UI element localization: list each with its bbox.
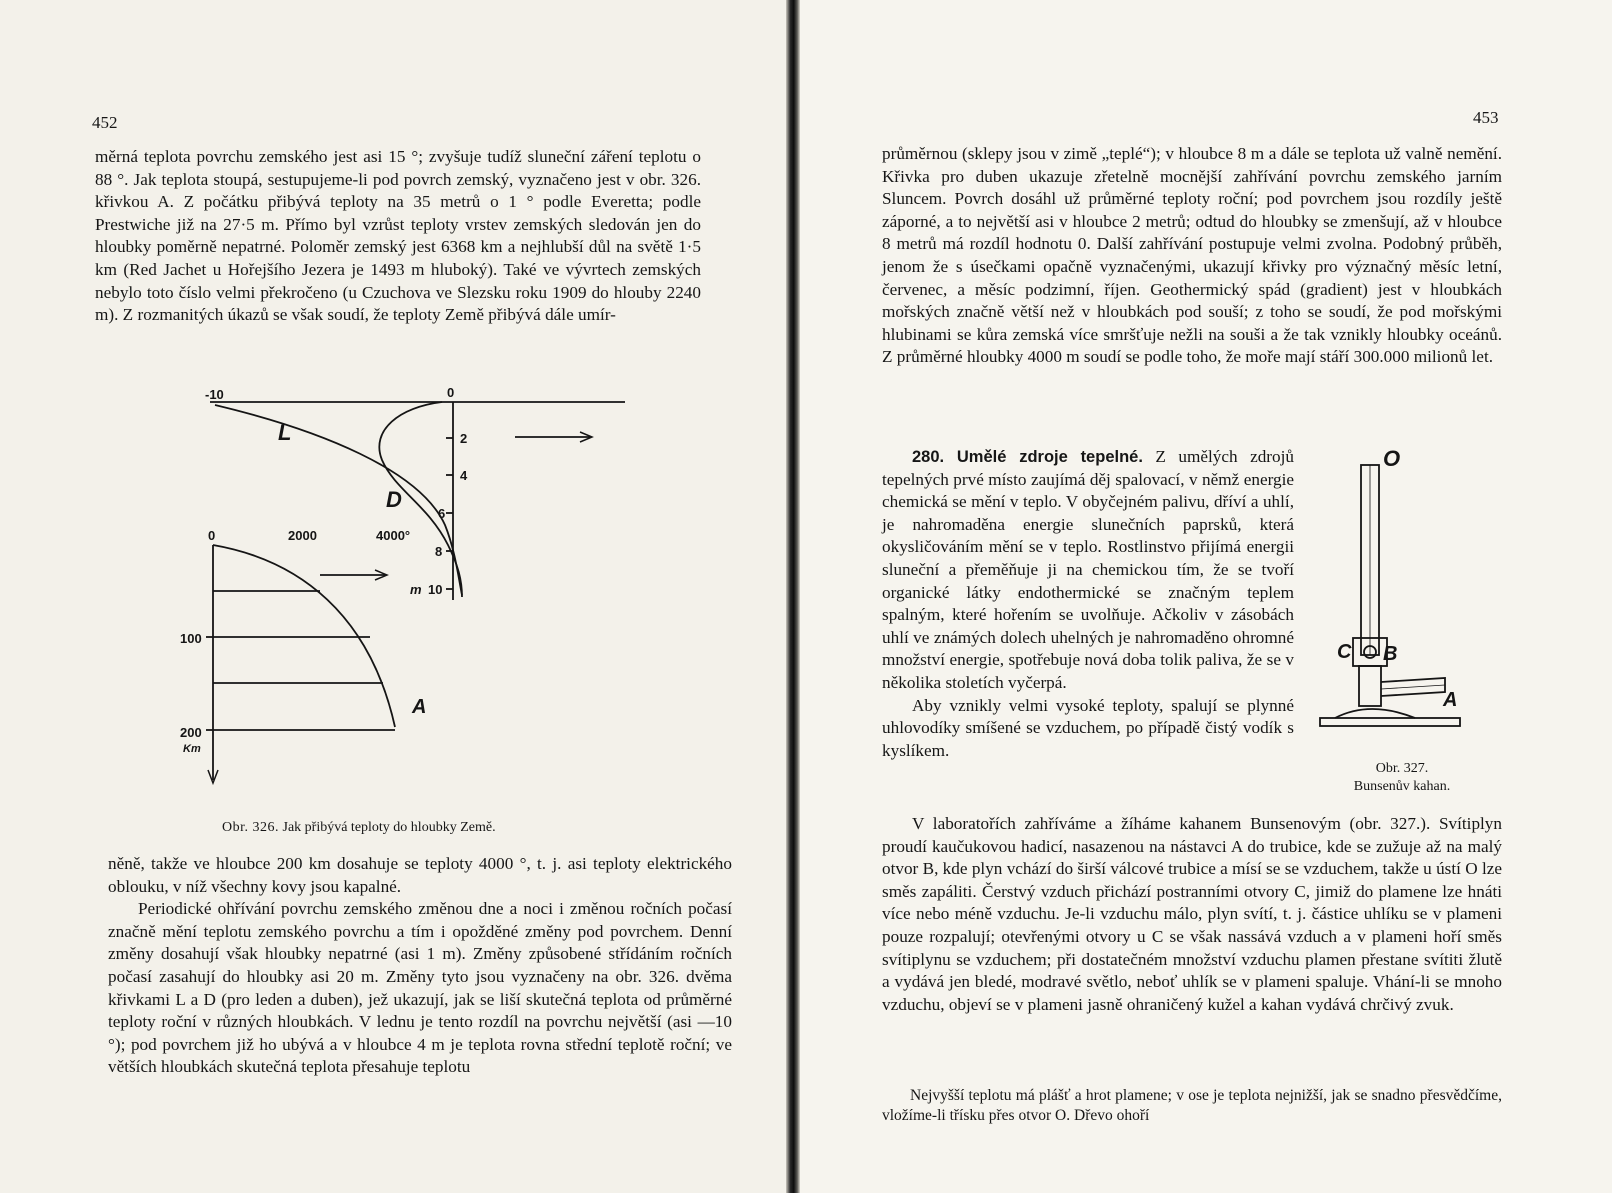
text-block: něně, takže ve hloubce 200 km dosahuje se teploty 4000 °, t. j. asi teploty elektrického oblouku, v níž všechny kovy jsou kapalné. xyxy=(108,854,732,896)
label-lower-200: 200 xyxy=(180,725,202,740)
section-heading: 280. Umělé zdroje tepelné. xyxy=(912,448,1143,466)
text-block: Z umělých zdrojů tepelných prvé místo zaujímá děj spalovací, v němž energie chemická se mění v teplo. V obyčejném palivu, dříví a uhlí, je nahromaděna energie slunečních paprsků, která okysličováním mění se v teplo. Rostlinstvo přijímá energii sluneční a přeměňuje ji na chemickou tím, že se tvoří organické látky endothermické se značným teplem spalným, které hořením se uvolňuje. Ačkoliv v zásobách uhlí ve známých dolech uhelných je nahromaděno ohromné množství energie, spotřebuje nová doba tolik paliva, že se v několika stoletích vyčerpá. xyxy=(882,447,1294,692)
label-depth-8: 8 xyxy=(435,544,443,559)
left-paragraph-lower xyxy=(108,853,732,1079)
label-lower-zero: 0 xyxy=(208,528,216,543)
burner-label-A: A xyxy=(1443,689,1458,711)
right-paragraph-small xyxy=(882,1086,1502,1126)
caption-text: Jak přibývá teploty do hloubky Země. xyxy=(282,820,496,835)
label-curve-L: L xyxy=(278,420,292,445)
page-number-right: 453 xyxy=(1473,108,1499,127)
label-top-zero: 0 xyxy=(447,385,455,400)
figure-327-caption xyxy=(1332,760,1472,796)
section-280 xyxy=(882,446,1294,762)
burner-label-B: B xyxy=(1383,643,1398,665)
text-block: průměrnou (sklepy jsou v zimě „teplé“); v hloubce 8 m a dále se teplota už valně nemění. Křivka pro duben ukazuje zřetelně mocnější zahřívání povrchu zemského jarním Sluncem. Povrch dosáhl už průměrné teploty roční; pod povrchem jsou rozdíly ještě záporné, a to největší asi v hloubce 2 metrů; odtud do hloubky se zmenšují, až v hloubce 8 metrů má rozdíl hodnotu 0. Další zahřívání postupuje velmi zvolna. Podobný průběh, jenom že s úsečkami opačně vyznačenými, ukazují křivky pro význačný měsíc letní, červenec, a měsíc podzimní, říjen. Geothermický spád (gradient) jest v hloubkách mořských značně větší než v hloubkách pod souší; z toho se soudí, že pod mořskými hlubinami se kůra zemská více smršťuje nežli na souši a že tak vznikly hloubky oceánů. Z průměrné hloubky 4000 m soudí se podle toho, že moře mají stáří 300.000 milionů let. xyxy=(882,144,1502,367)
caption-number: Obr. 327. xyxy=(1375,761,1429,776)
page-number-left: 452 xyxy=(92,113,118,132)
label-curve-D: D xyxy=(386,487,402,512)
curve-L xyxy=(215,405,462,595)
caption-number: Obr. 326. xyxy=(222,820,279,835)
text-block: Aby vznikly velmi vysoké teploty, spalují se plynné uhlovodíky smíšené se vzduchem, po případě čistý vodík s kyslíkem. xyxy=(882,695,1294,760)
book-gutter xyxy=(786,0,800,1193)
figure-327-bunsen-burner xyxy=(1315,450,1475,750)
right-paragraph-top xyxy=(882,143,1502,369)
text-block: měrná teplota povrchu zemského jest asi 15 °; zvyšuje tudíž sluneční záření teplotu o 88 °. Jak teplota stoupá, sestupujeme-li pod povrch zemský, vyznačeno jest v obr. 326. křivkou A. Z počátku přibývá teploty na 35 metrů o 1 ° podle Everetta; podle Prestwiche již na 27·5 m. Přímo byl vzrůst teploty vrstev zemských sledován jen do hloubky poměrně nepatrné. Poloměr zemský jest 6368 km a nejhlubší důl na světě 1·5 km (Red Jachet u Hořejšího Jezera je 1493 m hluboký). Také ve vývrtech zemských nebylo toto číslo velmi překročeno (u Czuchova ve Slezsku roku 1909 do hlouby 2240 m). Z rozmanitých úkazů se však soudí, že teploty Země přibývá dále umír- xyxy=(95,147,701,325)
label-lower-2000: 2000 xyxy=(288,528,317,543)
burner-label-O: O xyxy=(1383,450,1401,471)
label-depth-6: 6 xyxy=(438,506,446,521)
right-paragraph-lab xyxy=(882,813,1502,1016)
right-page xyxy=(800,0,1612,1193)
figure-326-temperature-depth xyxy=(170,375,640,795)
label-minus-10: -10 xyxy=(205,387,224,402)
label-unit-km: Km xyxy=(183,743,201,755)
burner-label-C: C xyxy=(1337,641,1352,663)
label-curve-A: A xyxy=(412,696,427,718)
label-lower-4000: 4000° xyxy=(376,528,411,543)
text-block: Nejvyšší teplotu má plášť a hrot plamene; v ose je teplota nejnižší, jak se snadno přesvědčíme, vložíme-li třísku přes otvor O. Dřevo ohoří xyxy=(882,1087,1502,1124)
label-depth-2: 2 xyxy=(460,431,468,446)
figure-326-caption xyxy=(222,820,496,836)
left-page xyxy=(0,0,790,1193)
label-unit-m: m xyxy=(410,582,422,597)
label-lower-100: 100 xyxy=(180,631,202,646)
left-paragraph-top xyxy=(95,146,701,327)
text-block: V laboratořích zahříváme a žíháme kahanem Bunsenovým (obr. 327.). Svítiplyn proudí kaučukovou hadicí, nasazenou na nástavci A do trubice, kde se zužuje až na malý otvor B, kde plyn vchází do širší válcové trubice a mísí se se vzduchem, takže u ústí O lze směs zapáliti. Čerstvý vzduch přichází postranními otvory C, jimiž do plamene lze hnáti více nebo méně vzduchu. Je-li vzduchu málo, plyn svítí, t. j. částice uhlíku se v plameni pouze rozpalují; otevřenými otvory u C se však nassává vzduch a v plameni hoří směs svítiplynu se vzduchem; při dostatečném množství vzduchu plamen přestane svítiti žlutě a vydává jen bledé, modravé světlo, neboť uhlík se v plameni spaluje. Vhání-li se mnoho vzduchu, objeví se v plameni jasně ohraničený kužel a kahan vydává chrčivý zvuk. xyxy=(882,814,1502,1014)
text-block: Periodické ohřívání povrchu zemského změnou dne a noci i změnou ročních počasí značně mění teplotu zemského povrchu a tím i opožděné změny pod povrchem. Denní změny dosahují však hloubky nepatrné (asi 1 m). Změny způsobené střídáním ročních počasí zasahují do hloubky asi 20 m. Změny tyto jsou vyznačeny na obr. 326. dvěma křivkami L a D (pro leden a duben), jež ukazují, jak se liší skutečná teplota od průměrné teploty roční v různých hloubkách. V lednu je tento rozdíl na povrchu největší (asi —10 °); pod povrchem již ho ubývá a v hloubce 4 m je teplota rovna střední teplotě roční; ve větších hloubkách skutečná teplota přesahuje teplotu xyxy=(108,899,732,1077)
curve-A xyxy=(213,545,395,727)
caption-text: Bunsenův kahan. xyxy=(1353,779,1451,794)
label-depth-10: 10 xyxy=(428,582,443,597)
label-depth-4: 4 xyxy=(460,468,468,483)
